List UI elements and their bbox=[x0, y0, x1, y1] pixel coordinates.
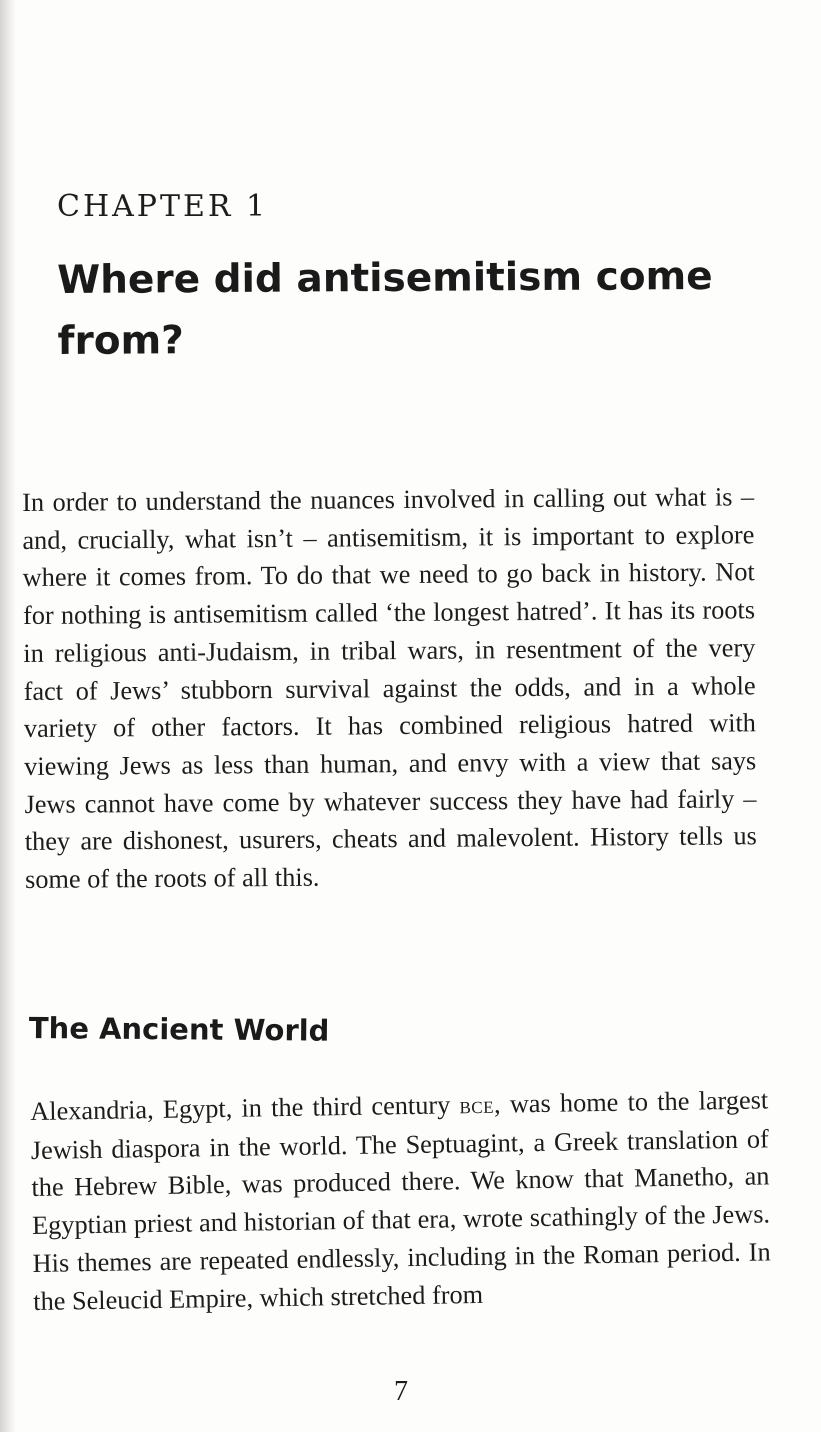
chapter-title: Where did antisemitism come from? bbox=[57, 253, 713, 364]
page-gutter-shadow bbox=[0, 0, 16, 1432]
body-paragraph bbox=[30, 1082, 771, 1321]
chapter-label: CHAPTER 1 bbox=[57, 189, 269, 224]
section-heading: The Ancient World bbox=[28, 1011, 330, 1048]
paragraph-text: Alexandria, Egypt, in the third century bbox=[30, 1090, 460, 1127]
page-number: 7 bbox=[394, 1376, 408, 1407]
body-paragraph: In order to understand the nuances involved in calling out what is – and, crucially, what isn’t – antisemitism, it is important to explore where it comes from. To do that we need to go back in history. Not for nothing is antisemitism called ‘the longest hatred’. It has its roots in religious anti-Judaism, in tribal wars, in resentment of the very fact of Jews’ stubborn survival against the odds, and in a whole variety of other factors. It has combined religious hatred with viewing Jews as less than human, and envy with a view that says Jews cannot have come by whatever success they have had fairly – they are dishonest, usurers, cheats and malevolent. History tells us some of the roots of all this. bbox=[22, 482, 757, 895]
era-abbreviation: bce bbox=[459, 1092, 495, 1120]
paragraph-text: , was home to the largest Jewish diaspora in the world. The Septuagint, a Greek translation of the Hebrew Bible, was produced there. We know that Manetho, an Egyptian priest and historian of that era, wrote scathingly of the Jews. His themes are repeated endlessly, including in the Roman period. In the Seleucid Empire, which stretched from bbox=[30, 1085, 771, 1316]
